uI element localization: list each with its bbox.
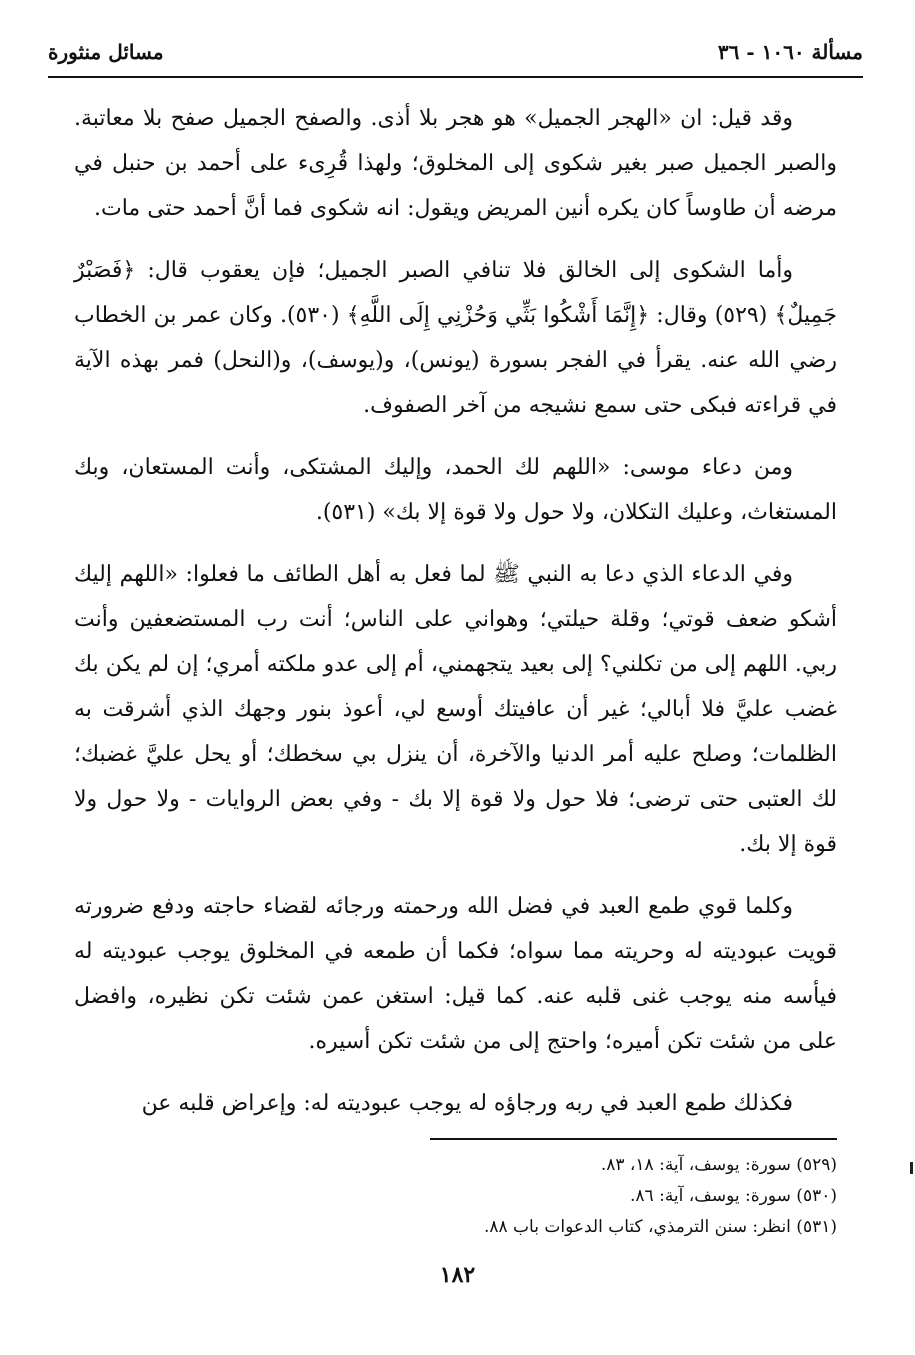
paragraph: وأما الشكوى إلى الخالق فلا تنافي الصبر الجميل؛ فإن يعقوب قال: ﴿فَصَبْرٌ جَمِيلٌ﴾ (٥٢٩) وقال: ﴿إِنَّمَا أَشْكُوا بَثِّي وَحُزْنِي إِلَى اللَّهِ﴾ (٥٣٠). وكان عمر بن الخطاب رضي الله عنه. يقرأ في الفجر بسورة (يونس)، و(يوسف)، و(النحل) فمر بهذه الآية في قراءته فبكى حتى سمع نشيجه من آخر الصفوف. [74,258,837,418]
body-text [74,96,837,1143]
footnote: (٥٣١) انظر: سنن الترمذي، كتاب الدعوات باب ٨٨. [483,1217,837,1237]
header-book-title: مسائل منثورة [48,40,164,64]
footnotes [74,1150,837,1243]
page-number: ١٨٢ [439,1262,476,1288]
paragraph: ومن دعاء موسى: «اللهم لك الحمد، وإليك المشتكى، وأنت المستعان، وبك المستغاث، وعليك التكلان، ولا حول ولا قوة إلا بك» (٥٣١). [74,455,837,525]
paragraph: وقد قيل: ان «الهجر الجميل» هو هجر بلا أذى. والصفح الجميل صفح بلا معاتبة. والصبر الجميل صبر بغير شكوى إلى المخلوق؛ ولهذا قُرِىء على أحمد بن حنبل في مرضه أن طاوساً كان يكره أنين المريض ويقول: انه شكوى فما أنَّ أحمد حتى مات. [74,106,837,221]
footnotes-rule [430,1138,837,1140]
footnote: (٥٣٠) سورة: يوسف، آية: ٨٦. [630,1186,837,1206]
margin-mark [910,1162,913,1174]
paragraph: وفي الدعاء الذي دعا به النبي ﷺ لما فعل به أهل الطائف ما فعلوا: «اللهم إليك أشكو ضعف قوتي؛ وقلة حيلتي؛ وهواني على الناس؛ أنت رب المستضعفين وأنت ربي. اللهم إلى من تكلني؟ إلى بعيد يتجهمني، أم إلى عدو ملكته أمري؛ إن لم يكن بك غضب عليَّ فلا أبالي؛ غير أن عافيتك أوسع لي، أعوذ بنور وجهك الذي أشرقت به الظلمات؛ وصلح عليه أمر الدنيا والآخرة، أن ينزل بي سخطك؛ أو يحل عليَّ غضبك؛ لك العتبى حتى ترضى؛ فلا حول ولا قوة إلا بك - وفي بعض الروايات - ولا حول ولا قوة إلا بك. [74,562,837,857]
header-rule [48,76,863,78]
running-header [48,32,863,72]
paragraph: فكذلك طمع العبد في ربه ورجاؤه له يوجب عبوديته له: وإعراض قلبه عن [141,1091,793,1116]
footnote: (٥٢٩) سورة: يوسف، آية: ١٨، ٨٣. [600,1155,837,1175]
paragraph: وكلما قوي طمع العبد في فضل الله ورحمته ورجائه لقضاء حاجته ودفع ضرورته قويت عبوديته له وحريته مما سواه؛ فكما أن طمعه في المخلوق يوجب عبوديته له فيأسه منه يوجب غنى قلبه عنه. كما قيل: استغن عمن شئت تكن نظيره، وافضل على من شئت تكن أميره؛ واحتج إلى من شئت تكن أسيره. [74,894,837,1054]
header-issue-number: مسألة ١٠٦٠ - ٣٦ [717,40,863,64]
